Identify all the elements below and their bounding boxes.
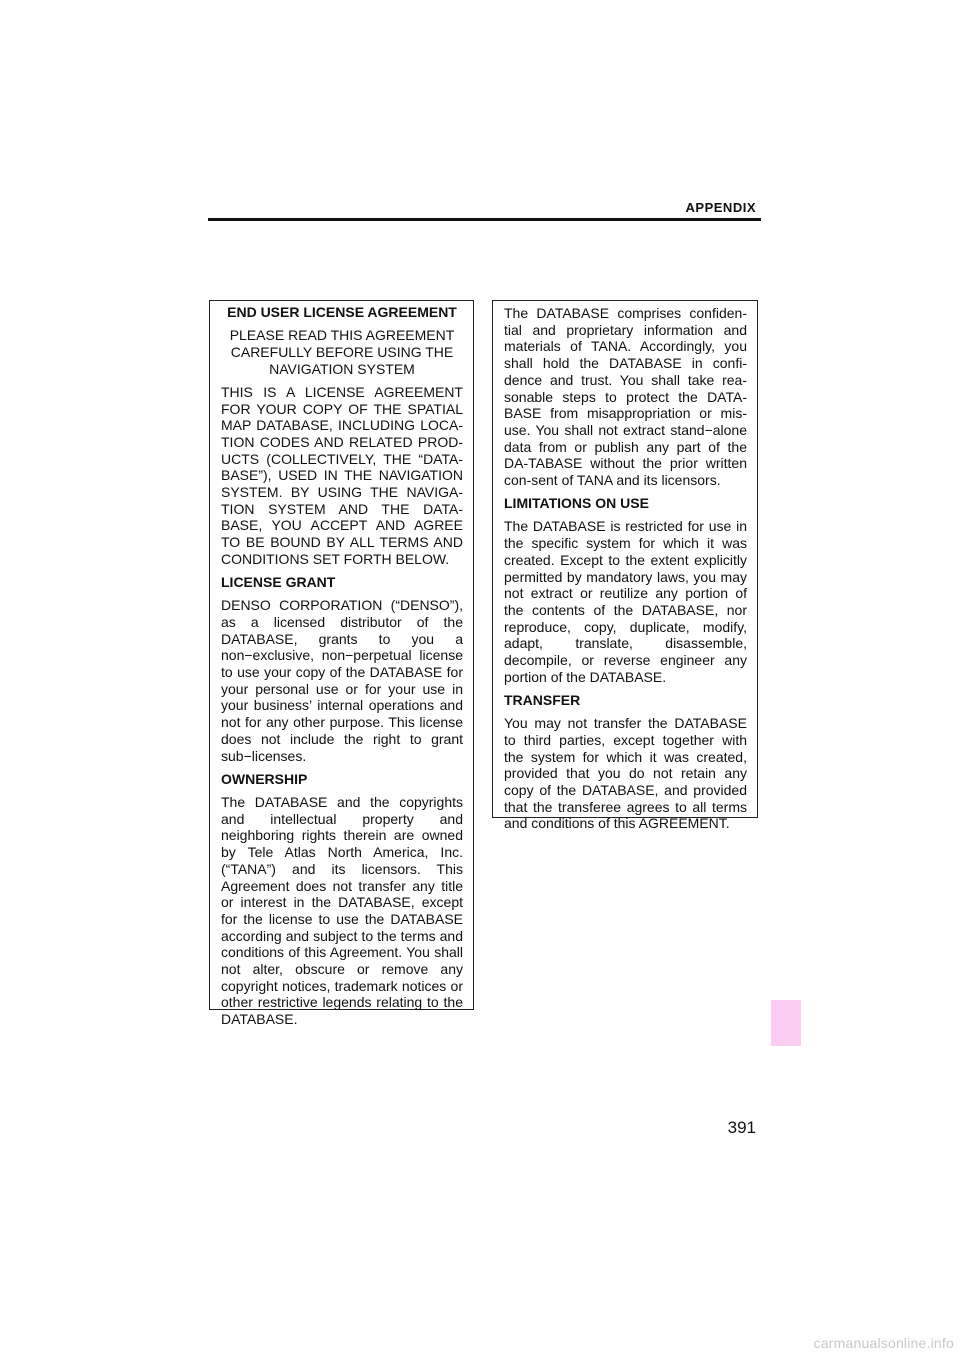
license-grant-heading: LICENSE GRANT [221,574,336,591]
license-box-left [209,300,474,1028]
ownership-heading: OWNERSHIP [221,770,308,787]
transfer-heading: TRANSFER [504,691,581,708]
license-grant-paragraph: DENSO CORPORATION (“DENSO”), as a licensed distributor of the DATABASE, grants to you a non−exclusive, non−perpetual license to use your copy of the DATABASE for your personal use or for your use in your business’ internal operations and not for any other purpose. This license does not include the right to grant sub−licenses. [221,597,463,764]
agreement-title: END USER LICENSE AGREEMENT [227,304,457,320]
read-notice: PLEASE READ THIS AGREEMENT CAREFULLY BEFORE USING THE NAVIGATION SYSTEM [229,327,455,377]
section-side-tab [771,1000,801,1046]
header-rule [208,218,761,221]
section-title: APPENDIX [685,200,756,215]
watermark-text: carmanualsonline.info [813,1335,954,1351]
license-box-right [492,300,758,832]
page-number: 391 [727,1118,756,1137]
transfer-paragraph: You may not transfer the DATABASE to third parties, except together with the system for which it was created, provided that you do not retain any copy of the DATABASE, and provided that the transferee agrees to all terms and conditions of this AGREEMENT. [504,715,747,832]
intro-paragraph: THIS IS A LICENSE AGREEMENT FOR YOUR COPY OF THE SPATIAL MAP DATABASE, INCLUDING LOCA-TION CODES AND RELATED PROD-UCTS (COLLECTIVELY, THE “DATA-BASE”), USED IN THE NAVIGATION SYSTEM. BY USING THE NAVIGA-TION SYSTEM AND THE DATA-BASE, YOU ACCEPT AND AGREE TO BE BOUND BY ALL TERMS AND CONDITIONS SET FORTH BELOW. [221,383,463,567]
limitations-paragraph: The DATABASE is restricted for use in the specific system for which it was created. Except to the extent explicitly permitted by mandatory laws, you may not extract or reutilize any portion of the contents of the DATABASE, nor reproduce, copy, duplicate, modify, adapt, translate, disassemble, decompile, or reverse engineer any portion of the DATABASE. [504,518,747,685]
limitations-heading: LIMITATIONS ON USE [504,495,649,512]
ownership-paragraph: The DATABASE and the copyrights and intellectual property and neighboring rights therein are owned by Tele Atlas North America, Inc. (“TANA”) and its licensors. This Agreement does not transfer any title or interest in the DATABASE, except for the license to use the DATABASE according and subject to the terms and conditions of this Agreement. You shall not alter, obscure or remove any copyright notices, trademark notices or other restrictive legends relating to the DATABASE. [221,793,463,1028]
confidentiality-paragraph: The DATABASE comprises confiden-tial and proprietary information and materials of TANA. Accordingly, you shall hold the DATABASE in confi-dence and trust. You shall take rea-sonable steps to protect the DATA-BASE from misappropriation or mis-use. You shall not extract stand−alone data from or publish any part of the DA-TABASE without the prior written con-sent of TANA and its licensors. [504,305,747,489]
